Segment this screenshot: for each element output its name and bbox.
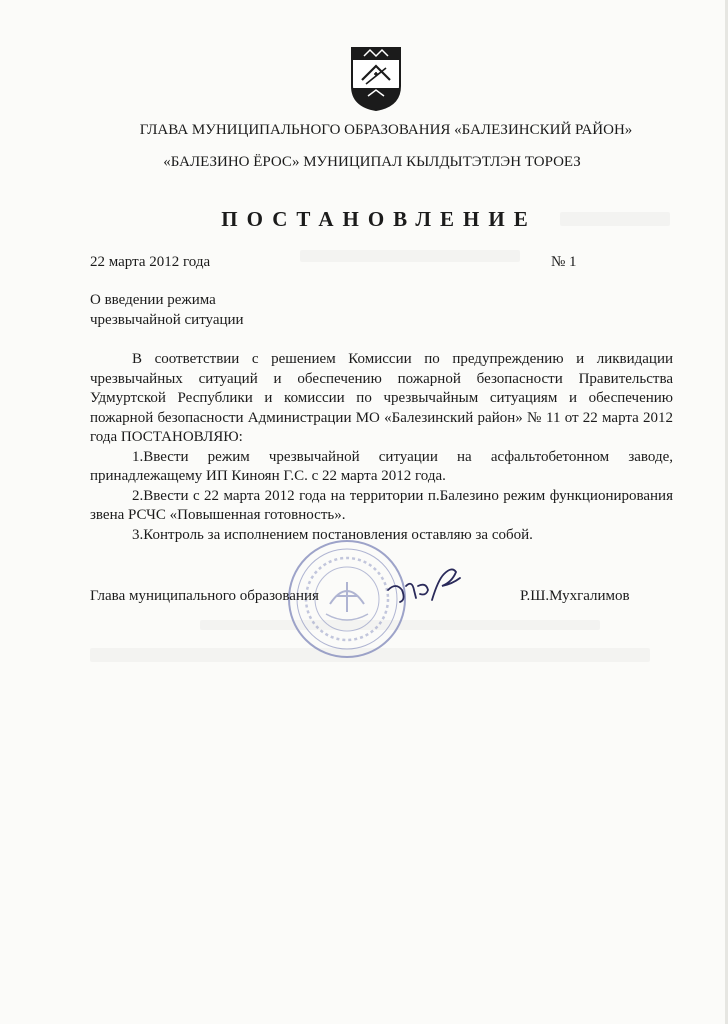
document-subject	[90, 290, 390, 330]
header-organization-udmurt: «БАЛЕЗИНО ЁРОС» МУНИЦИПАЛ КЫЛДЫТЭТЛЭН ТОРОЕЗ	[163, 154, 581, 170]
signatory-position: Глава муниципального образования	[90, 588, 319, 604]
document-body	[90, 350, 673, 545]
body-preamble: В соответствии с решением Комиссии по предупреждению и ликвидации чрезвычайных ситуаций и обеспечению пожарной безопасности Правительства Удмуртской Республики и комиссии по чрезвычайным ситуациям и обеспечению пожарной безопасности Администрации МО «Балезинский район» № 11 от 22 марта 2012 года ПОСТАНОВЛЯЮ:	[90, 351, 673, 445]
header-organization: ГЛАВА МУНИЦИПАЛЬНОГО ОБРАЗОВАНИЯ «БАЛЕЗИНСКИЙ РАЙОН»	[139, 122, 633, 138]
body-item-2: 2.Ввести с 22 марта 2012 года на территории п.Балезино режим функционирования звена РСЧС «Повышенная готовность».	[90, 487, 673, 523]
body-item-3: 3.Контроль за исполнением постановления оставляю за собой.	[132, 526, 533, 543]
coat-of-arms-icon	[350, 44, 402, 112]
scan-smudge	[300, 250, 520, 262]
document-title: ПОСТАНОВЛЕНИЕ	[221, 207, 537, 231]
subject-line: чрезвычайной ситуации	[90, 312, 244, 328]
document-number: № 1	[551, 254, 577, 270]
handwritten-signature-icon	[382, 560, 472, 610]
body-item-1: 1.Ввести режим чрезвычайной ситуации на асфальтобетонном заводе, принадлежащему ИП Киноян Г.С. с 22 марта 2012 года.	[90, 448, 673, 484]
document-date: 22 марта 2012 года	[90, 254, 211, 270]
subject-line: О введении режима	[90, 292, 216, 308]
signatory-name: Р.Ш.Мухгалимов	[520, 588, 630, 604]
